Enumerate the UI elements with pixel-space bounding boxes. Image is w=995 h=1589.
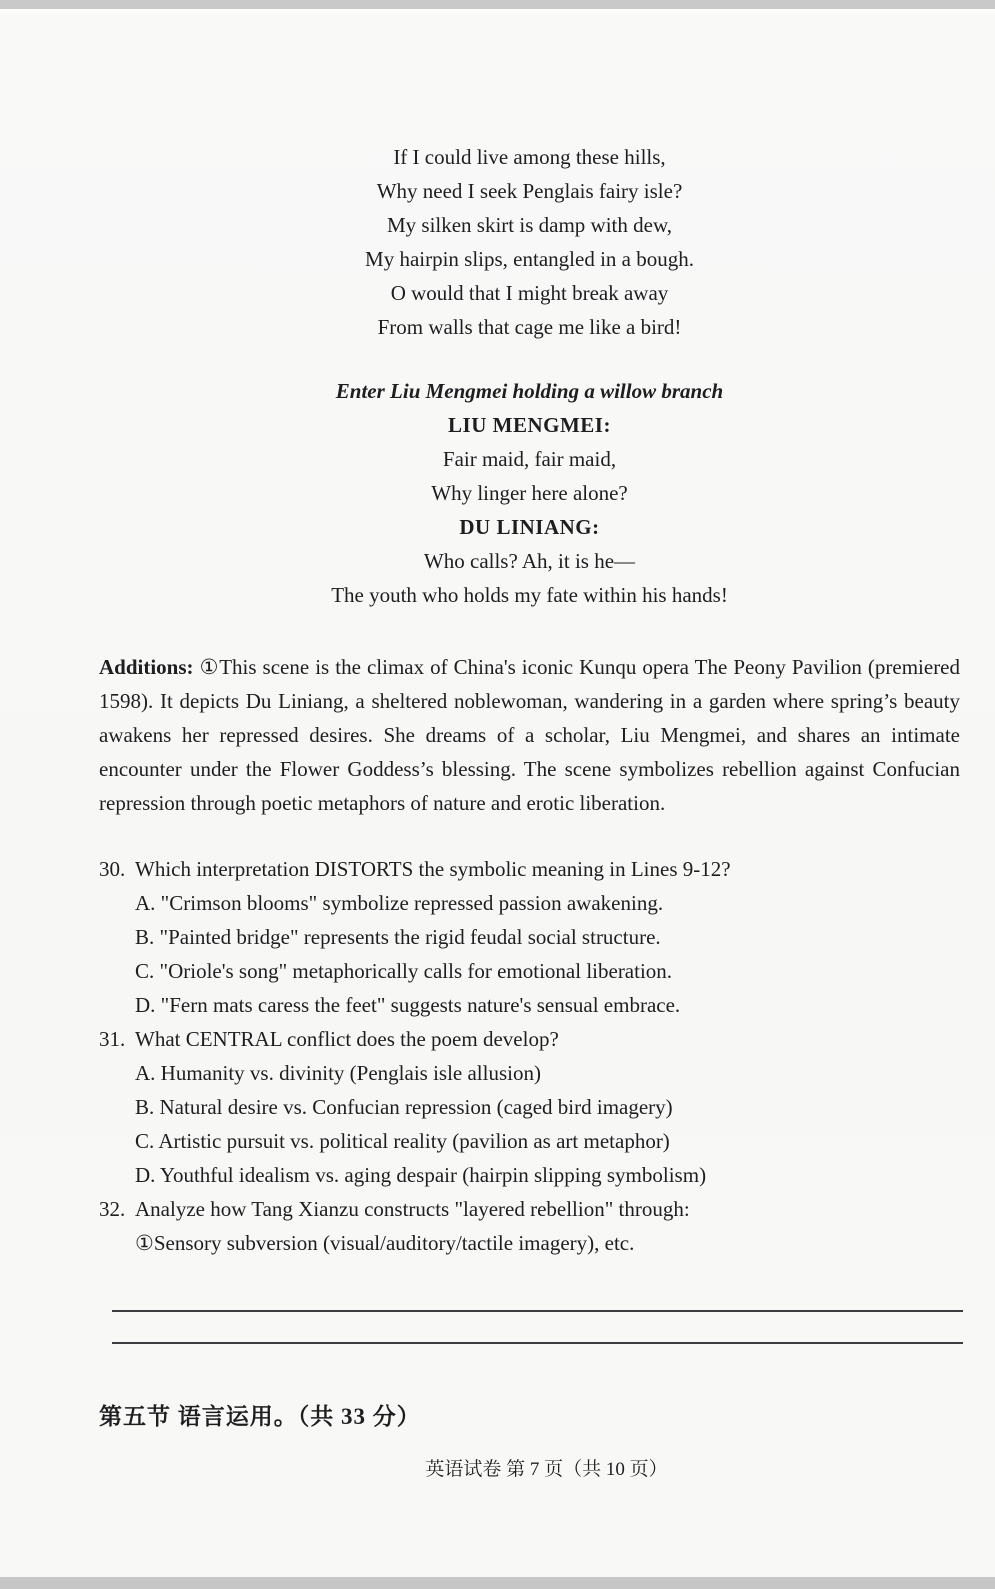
question-stem <box>99 1192 960 1226</box>
question-option: D. "Fern mats caress the feet" suggests nature's sensual embrace. <box>135 993 681 1017</box>
question-31 <box>99 1022 960 1192</box>
dialogue-line: Who calls? Ah, it is he— <box>423 549 636 573</box>
poem-line: O would that I might break away <box>390 281 669 305</box>
question-option: B. "Painted bridge" represents the rigid feudal social structure. <box>135 925 661 949</box>
question-number: 31. <box>99 1027 126 1051</box>
question-option: C. "Oriole's song" metaphorically calls for emotional liberation. <box>135 959 673 983</box>
poem-line: From walls that cage me like a bird! <box>377 315 682 339</box>
scene-block <box>99 374 960 612</box>
dialogue-line: Fair maid, fair maid, <box>442 447 617 471</box>
question-option: D. Youthful idealism vs. aging despair (hairpin slipping symbolism) <box>135 1163 707 1187</box>
speaker-name: DU LINIANG: <box>459 515 600 539</box>
dialogue-line: The youth who holds my fate within his hands! <box>331 583 728 607</box>
question-number: 30. <box>99 857 126 881</box>
additions-label: Additions: <box>99 655 194 679</box>
additions-text: ①This scene is the climax of China's iconic Kunqu opera The Peony Pavilion (premiered 1598). It depicts Du Liniang, a sheltered noblewoman, wandering in a garden where spring’s beauty awakens her repressed desires. She dreams of a scholar, Liu Mengmei, and shares an intimate encounter under the Flower Goddess’s blessing. The scene symbolizes rebellion against Confucian repression through poetic metaphors of nature and erotic liberation. <box>99 655 961 815</box>
question-32 <box>99 1192 960 1260</box>
question-option: ①Sensory subversion (visual/auditory/tactile imagery), etc. <box>135 1231 635 1255</box>
section-header: 第五节 语言运用。（共 33 分） <box>99 1404 421 1429</box>
poem-line: My hairpin slips, entangled in a bough. <box>365 247 694 271</box>
poem-line: If I could live among these hills, <box>393 145 666 169</box>
scan-edge-top <box>0 0 995 12</box>
dialogue-line: Why linger here alone? <box>431 481 628 505</box>
scan-edge-bottom <box>0 1577 995 1589</box>
poem-line: Why need I seek Penglais fairy isle? <box>376 179 683 203</box>
stage-direction: Enter Liu Mengmei holding a willow branch <box>335 379 724 403</box>
question-stem-text: What CENTRAL conflict does the poem develop? <box>135 1027 559 1051</box>
poem-line: My silken skirt is damp with dew, <box>386 213 673 237</box>
question-number: 32. <box>99 1197 126 1221</box>
question-stem-text: Which interpretation DISTORTS the symbolic meaning in Lines 9-12? <box>135 857 731 881</box>
page-footer: 英语试卷 第 7 页（共 10 页） <box>425 1459 668 1480</box>
speaker-name: LIU MENGMEI: <box>448 413 611 437</box>
question-stem <box>99 852 960 886</box>
poem-block <box>99 140 960 344</box>
question-option: A. "Crimson blooms" symbolize repressed passion awakening. <box>135 891 664 915</box>
answer-line <box>112 1310 963 1312</box>
question-option: C. Artistic pursuit vs. political reality (pavilion as art metaphor) <box>135 1129 670 1153</box>
question-30 <box>99 852 960 1022</box>
question-stem-text: Analyze how Tang Xianzu constructs "layered rebellion" through: <box>135 1197 690 1221</box>
answer-line <box>112 1342 963 1344</box>
questions-block <box>99 852 960 1260</box>
question-option: A. Humanity vs. divinity (Penglais isle allusion) <box>135 1061 541 1085</box>
additions-paragraph <box>99 650 960 820</box>
question-option: B. Natural desire vs. Confucian repression (caged bird imagery) <box>135 1095 673 1119</box>
question-stem <box>99 1022 960 1056</box>
